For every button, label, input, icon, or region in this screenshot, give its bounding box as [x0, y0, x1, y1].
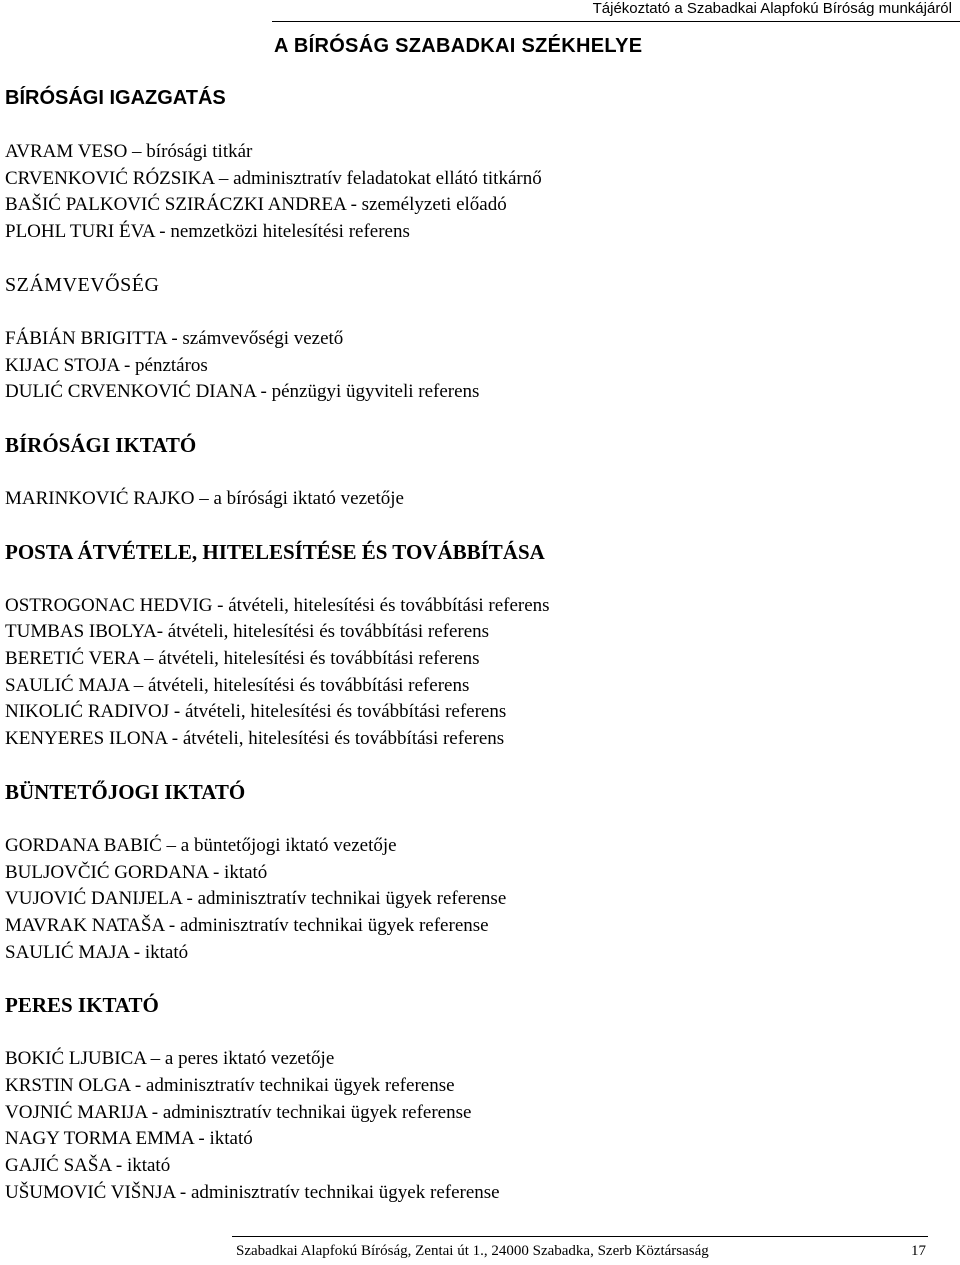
section-posta [5, 539, 945, 753]
staff-line: SAULIĆ MAJA – átvételi, hitelesítési és továbbítási referens [5, 674, 470, 696]
staff-line: VOJNIĆ MARIJA - adminisztratív technikai ügyek referense [5, 1101, 472, 1123]
staff-line: SAULIĆ MAJA - iktató [5, 941, 189, 963]
staff-line: BAŠIĆ PALKOVIĆ SZIRÁCZKI ANDREA - személyzeti előadó [5, 194, 507, 216]
staff-line: DULIĆ CRVENKOVIĆ DIANA - pénzügyi ügyviteli referens [5, 381, 480, 403]
staff-line: NAGY TORMA EMMA - iktató [5, 1128, 253, 1150]
staff-line: MAVRAK NATAŠA - adminisztratív technikai ügyek referense [5, 914, 489, 936]
court-title: A BÍRÓSÁG SZABADKAI SZÉKHELYE [274, 35, 643, 57]
section-szamvevoseg [5, 272, 945, 406]
staff-line: PLOHL TURI ÉVA - nemzetközi hitelesítési referens [5, 221, 410, 243]
staff-line: TUMBAS IBOLYA- átvételi, hitelesítési és továbbítási referens [5, 621, 490, 643]
staff-line: UŠUMOVIĆ VIŠNJA - adminisztratív technikai ügyek referense [5, 1181, 500, 1203]
staff-line: AVRAM VESO – bírósági titkár [5, 141, 253, 162]
staff-line: OSTROGONAC HEDVIG - átvételi, hitelesítési és továbbítási referens [5, 594, 550, 616]
staff-line: KIJAC STOJA - pénztáros [5, 354, 208, 376]
staff-line: NIKOLIĆ RADIVOJ - átvételi, hitelesítési és továbbítási referens [5, 701, 507, 723]
section-heading: POSTA ÁTVÉTELE, HITELESÍTÉSE ÉS TOVÁBBÍTÁSA [5, 539, 545, 564]
staff-line: KRSTIN OLGA - adminisztratív technikai ügyek referense [5, 1075, 455, 1097]
staff-line: CRVENKOVIĆ RÓZSIKA – adminisztratív feladatokat ellátó titkárnő [5, 167, 542, 189]
footer-rule [232, 1236, 928, 1237]
section-birosagi-iktato [5, 432, 945, 513]
section-peres-iktato [5, 992, 945, 1206]
running-header: Tájékoztató a Szabadkai Alapfokú Bíróság munkájáról [592, 0, 952, 17]
staff-line: BERETIĆ VERA – átvételi, hitelesítési és továbbítási referens [5, 648, 480, 670]
header-rule [272, 21, 960, 22]
footer-address: Szabadkai Alapfokú Bíróság, Zentai út 1., 24000 Szabadka, Szerb Köztársaság [236, 1243, 709, 1259]
staff-line: KENYERES ILONA - átvételi, hitelesítési és továbbítási referens [5, 728, 505, 750]
section-heading: BÍRÓSÁGI IGAZGATÁS [5, 87, 226, 109]
section-igazgatas [5, 85, 945, 246]
staff-line: FÁBIÁN BRIGITTA - számvevőségi vezető [5, 327, 344, 349]
section-heading: PERES IKTATÓ [5, 993, 159, 1018]
document-body [5, 85, 945, 1207]
staff-line: VUJOVIĆ DANIJELA - adminisztratív technikai ügyek referense [5, 888, 507, 910]
staff-line: GAJIĆ SAŠA - iktató [5, 1155, 171, 1177]
staff-line: MARINKOVIĆ RAJKO – a bírósági iktató vezetője [5, 487, 404, 509]
page-number: 17 [911, 1243, 926, 1259]
staff-line: GORDANA BABIĆ – a büntetőjogi iktató vezetője [5, 834, 397, 856]
section-heading: SZÁMVEVŐSÉG [5, 273, 160, 296]
section-buntetojogi-iktato [5, 779, 945, 967]
section-heading: BÍRÓSÁGI IKTATÓ [5, 432, 197, 457]
staff-line: BOKIĆ LJUBICA – a peres iktató vezetője [5, 1048, 335, 1070]
staff-line: BULJOVČIĆ GORDANA - iktató [5, 861, 268, 883]
section-heading: BÜNTETŐJOGI IKTATÓ [5, 779, 246, 804]
